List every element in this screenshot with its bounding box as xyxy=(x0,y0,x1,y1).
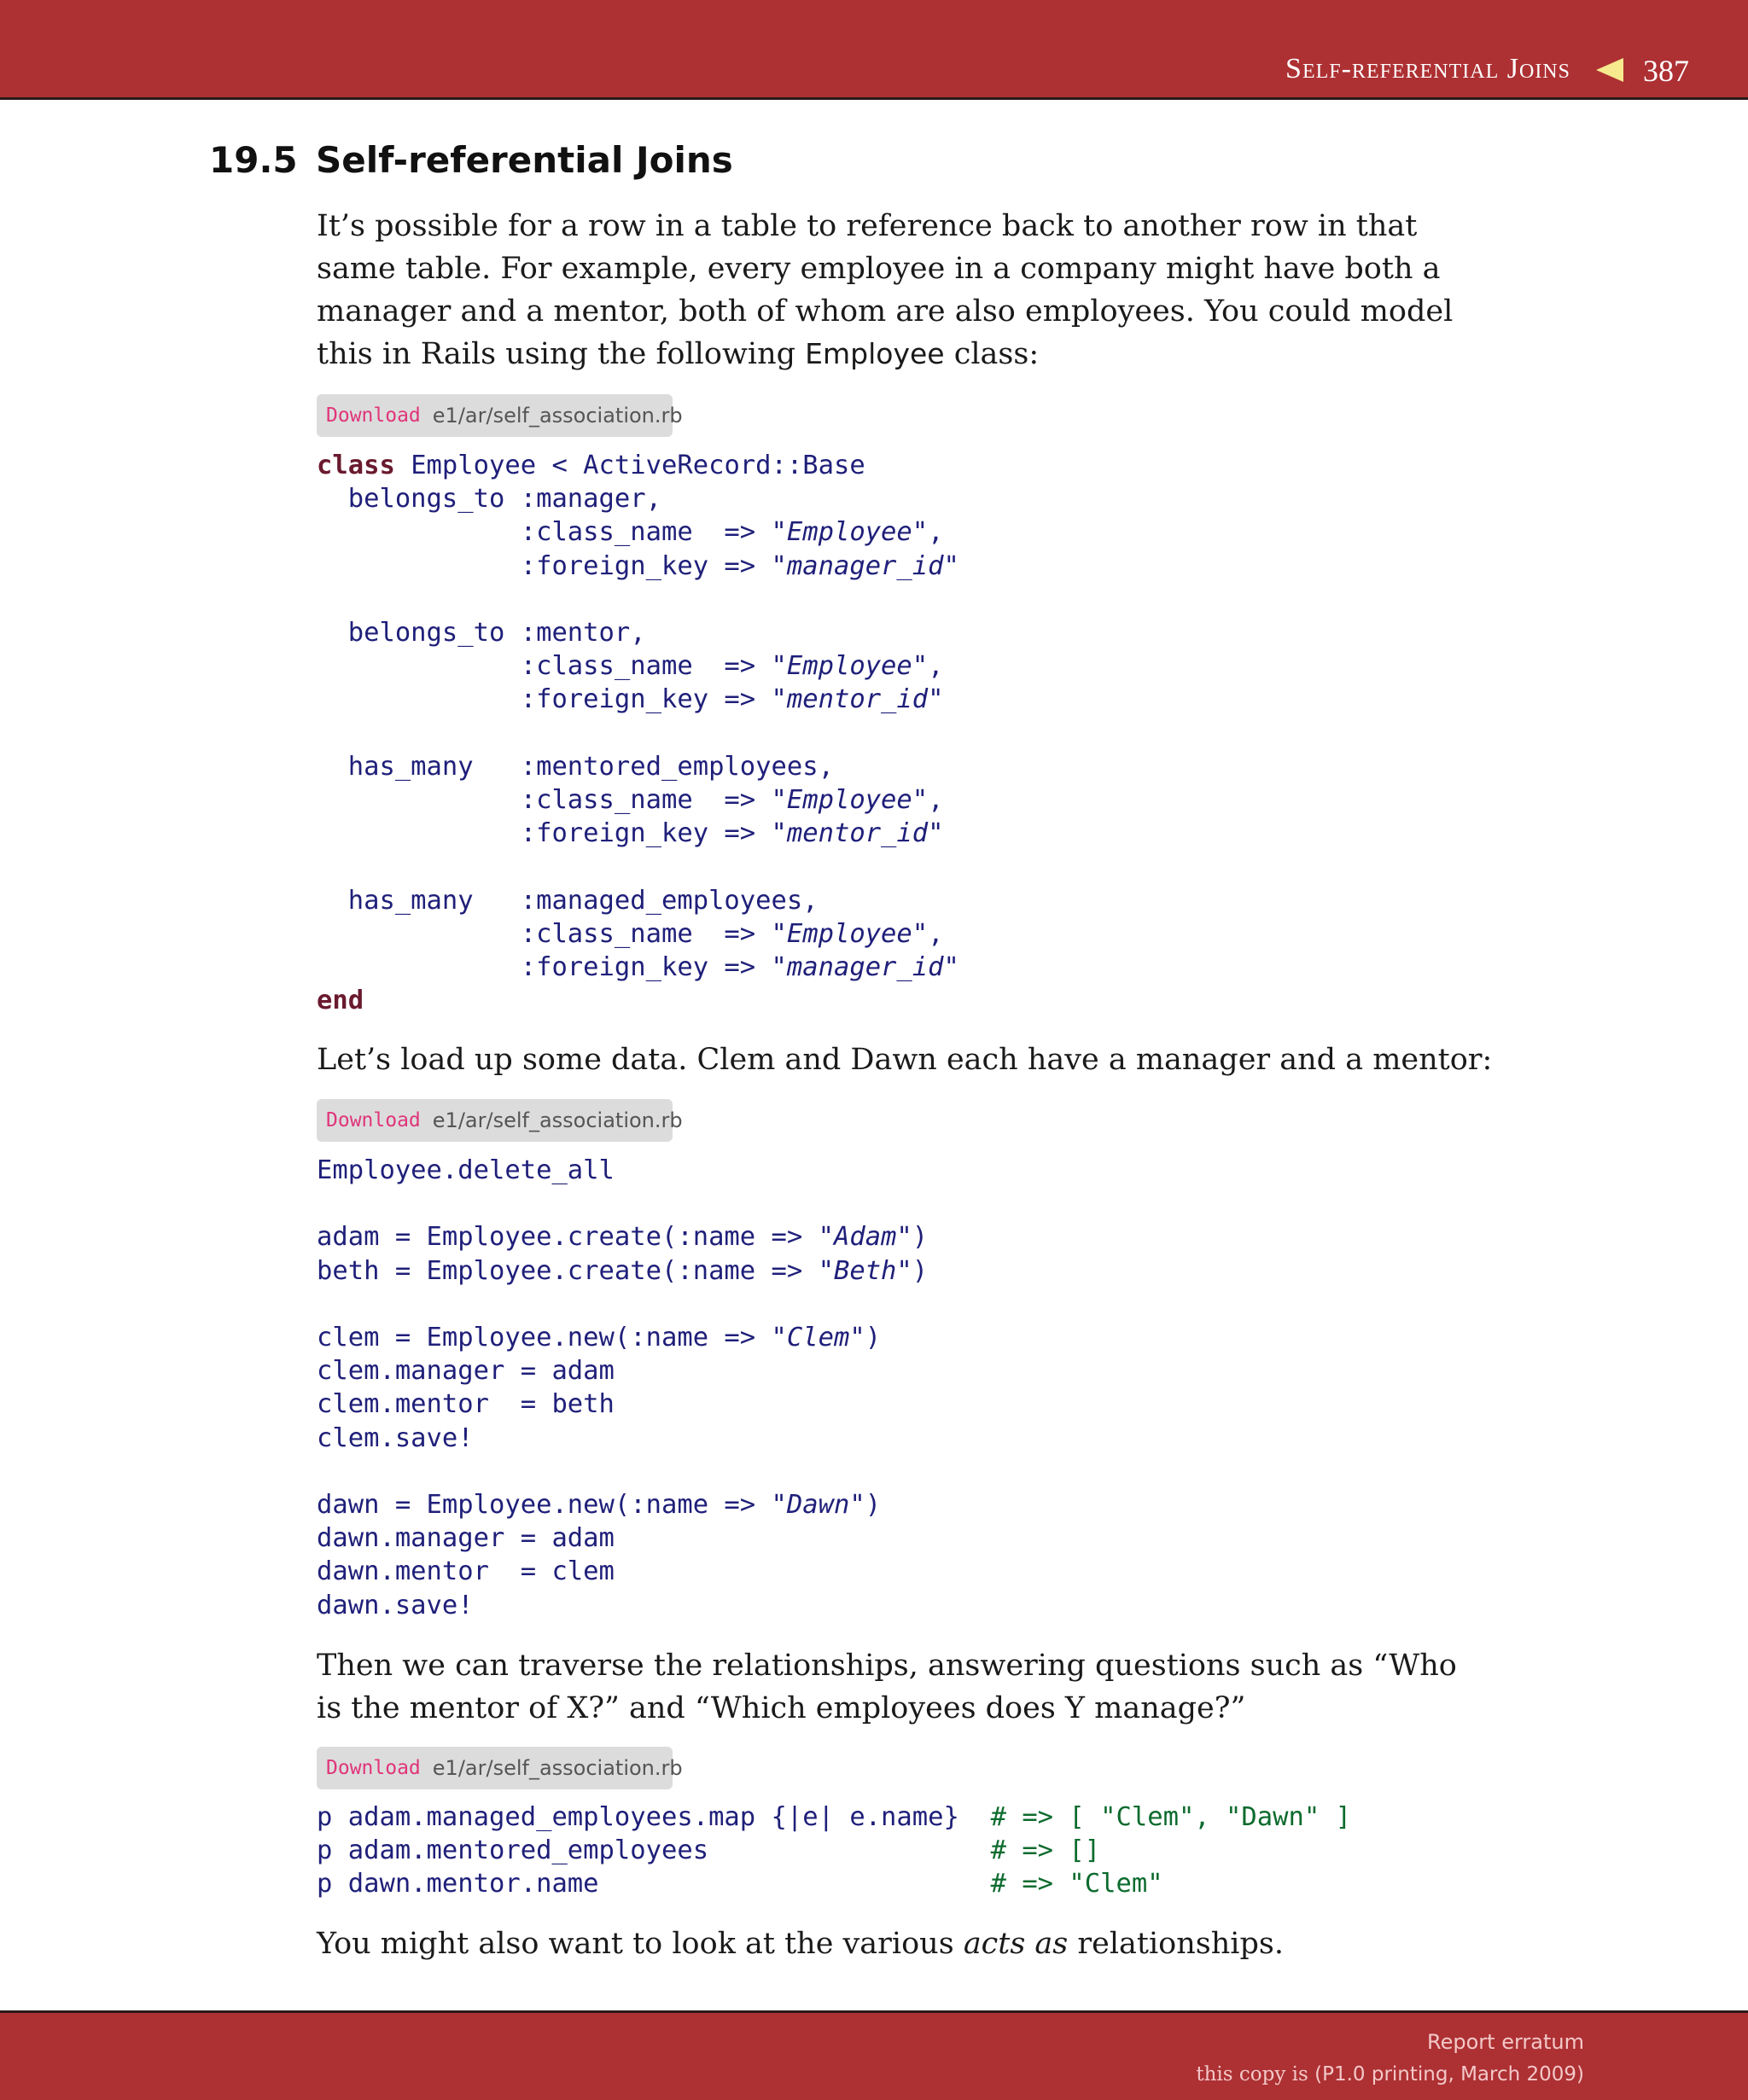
code-line: dawn = Employee.new(:name => "Dawn") xyxy=(317,1490,882,1521)
code-line: :foreign_key => "manager_id" xyxy=(317,550,959,581)
closing-text: You might also want to look at the various xyxy=(317,1927,964,1961)
code-line: clem.manager = adam xyxy=(317,1356,615,1387)
code-line: dawn.mentor = clem xyxy=(317,1556,615,1587)
code-line: p adam.mentored_employees # => [] xyxy=(317,1835,1101,1866)
download-label: Download xyxy=(326,404,421,427)
inline-code-employee: Employee xyxy=(805,337,945,370)
running-title: Self-referential Joins xyxy=(1285,53,1570,84)
intro-text-end: class: xyxy=(944,337,1040,371)
intro-paragraph xyxy=(317,205,1482,375)
code-line: :foreign_key => "mentor_id" xyxy=(317,818,944,849)
copy-info xyxy=(1196,2063,1584,2085)
code-line: end xyxy=(317,986,364,1016)
code-line: :class_name => "Employee", xyxy=(317,785,944,816)
code-line: adam = Employee.create(:name => "Adam") xyxy=(317,1222,929,1253)
download-path: e1/ar/self_association.rb xyxy=(432,1108,683,1132)
download-label: Download xyxy=(326,1757,421,1779)
code-block-queries xyxy=(317,1800,1351,1901)
copy-prefix: this copy is xyxy=(1196,2063,1315,2085)
download-link[interactable] xyxy=(317,1747,683,1789)
section-title: Self-referential Joins xyxy=(316,139,733,181)
page-header xyxy=(0,0,1748,100)
code-line: p dawn.mentor.name # => "Clem" xyxy=(317,1869,1163,1899)
printing-info: (P1.0 printing, March 2009) xyxy=(1314,2063,1584,2085)
report-erratum-link[interactable]: Report erratum xyxy=(1427,2030,1584,2054)
download-link[interactable] xyxy=(317,1099,683,1142)
download-path: e1/ar/self_association.rb xyxy=(432,404,683,428)
code-line: clem.mentor = beth xyxy=(317,1389,615,1420)
code-line: clem = Employee.new(:name => "Clem") xyxy=(317,1323,882,1353)
code-line: dawn.save! xyxy=(317,1590,474,1620)
intro-text: It’s possible for a row in a table to reference back to another row in that same table. For example, every employee in a company might have both a manager and a mentor, both of whom are also employees. You could model this in Rails using the following xyxy=(317,209,1454,371)
code-line: :class_name => "Employee", xyxy=(317,651,944,682)
code-line: :foreign_key => "mentor_id" xyxy=(317,684,944,715)
code-line: :class_name => "Employee", xyxy=(317,517,944,548)
code-line: :foreign_key => "manager_id" xyxy=(317,952,959,983)
download-link[interactable] xyxy=(317,394,683,437)
back-arrow-icon[interactable] xyxy=(1596,58,1623,82)
closing-emphasis: acts as xyxy=(963,1927,1069,1961)
code-line: has_many :mentored_employees, xyxy=(317,751,834,782)
closing-paragraph xyxy=(317,1923,1482,1965)
closing-text-end: relationships. xyxy=(1068,1927,1284,1961)
download-label: Download xyxy=(326,1109,421,1131)
code-line: class Employee < ActiveRecord::Base xyxy=(317,451,865,480)
section-number: 19.5 xyxy=(209,139,298,181)
page-number: 387 xyxy=(1643,54,1689,88)
code-line: has_many :managed_employees, xyxy=(317,885,819,916)
code-line: :class_name => "Employee", xyxy=(317,918,944,949)
page-footer xyxy=(0,2010,1748,2100)
code-line: clem.save! xyxy=(317,1422,474,1453)
code-line: dawn.manager = adam xyxy=(317,1523,615,1554)
traverse-paragraph: Then we can traverse the relationships, answering questions such as “Who is the mentor of X?” and “Which employees does Y manage?” xyxy=(317,1649,1457,1725)
code-block-model xyxy=(317,449,959,1017)
download-path: e1/ar/self_association.rb xyxy=(432,1756,683,1780)
code-line: p adam.managed_employees.map {|e| e.name} # => [ "Clem", "Dawn" ] xyxy=(317,1802,1351,1832)
code-line: belongs_to :manager, xyxy=(317,484,661,515)
code-line: beth = Employee.create(:name => "Beth") xyxy=(317,1255,929,1286)
code-block-data xyxy=(317,1154,928,1622)
load-data-paragraph: Let’s load up some data. Clem and Dawn each have a manager and a mentor: xyxy=(317,1043,1493,1077)
code-line: Employee.delete_all xyxy=(317,1155,615,1185)
code-line: belongs_to :mentor, xyxy=(317,618,646,649)
